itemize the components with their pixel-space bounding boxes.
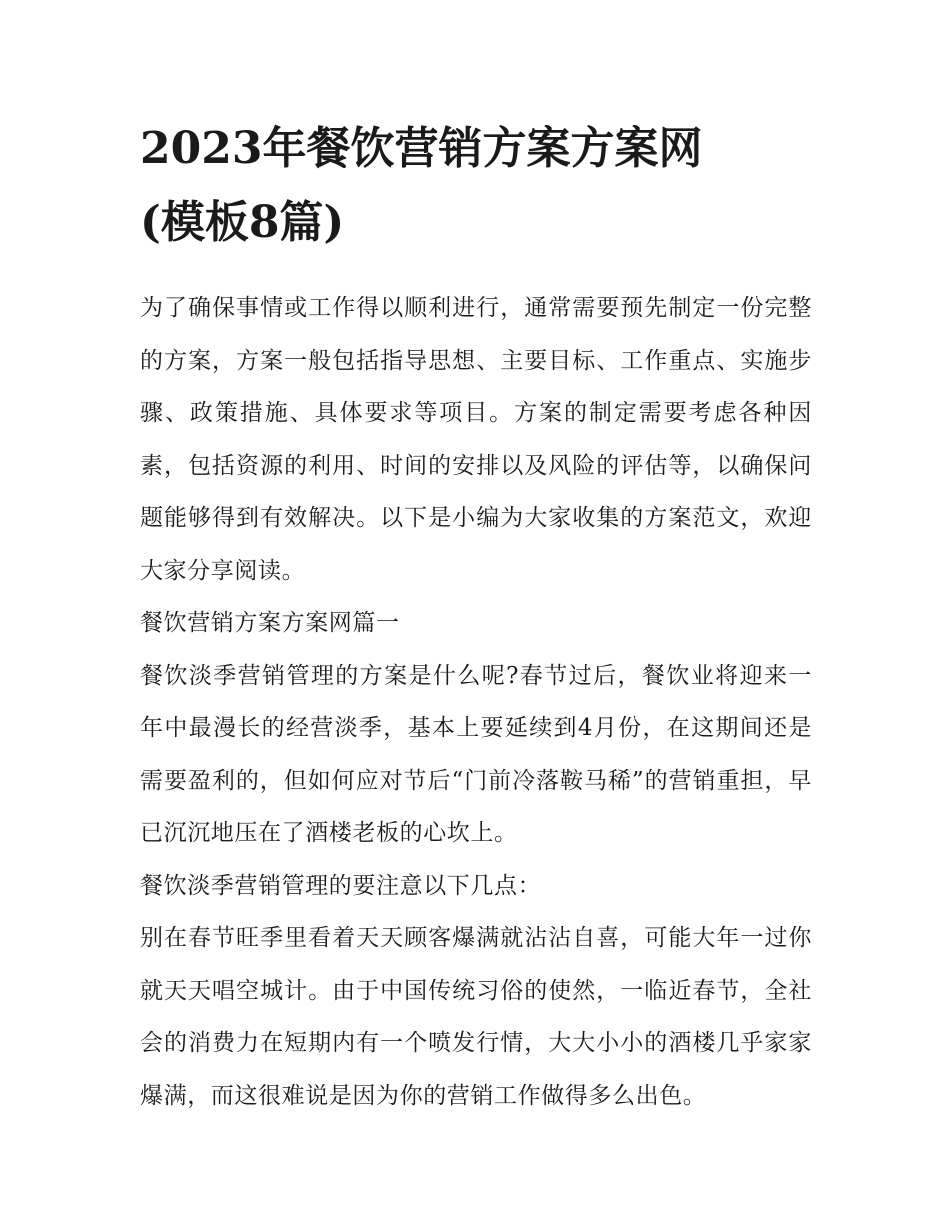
document-page (140, 112, 812, 1122)
body-paragraph-2: 餐饮淡季营销管理的要注意以下几点： (140, 872, 542, 899)
intro-paragraph: 为了确保事情或工作得以顺利进行，通常需要预先制定一份完整的方案，方案一般包括指导思想、主要目标、工作重点、实施步骤、政策措施、具体要求等项目。方案的制定需要考虑各种因素，包括资源的利用、时间的安排以及风险的评估等，以确保问题能够得到有效解决。以下是小编为大家收集的方案范文，欢迎大家分享阅读。 (140, 295, 812, 584)
section-heading: 餐饮营销方案方案网篇一 (140, 610, 400, 636)
body-paragraph-3: 别在春节旺季里看着天天顾客爆满就沾沾自喜，可能大年一过你就天天唱空城计。由于中国传统习俗的使然，一临近春节，全社会的消费力在短期内有一个喷发行情，大大小小的酒楼几乎家家爆满，而这很难说是因为你的营销工作做得多么出色。 (140, 925, 812, 1109)
body-paragraph-1: 餐饮淡季营销管理的方案是什么呢?春节过后，餐饮业将迎来一年中最漫长的经营淡季，基本上要延续到4月份，在这期间还是需要盈利的，但如何应对节后“门前冷落鞍马稀”的营销重担，早已沉沉地压在了酒楼老板的心坎上。 (140, 662, 812, 846)
title-line-2: (模板8篇) (140, 197, 345, 248)
title-line-1: 2023年餐饮营销方案方案网 (140, 123, 703, 174)
document-title (140, 112, 812, 260)
